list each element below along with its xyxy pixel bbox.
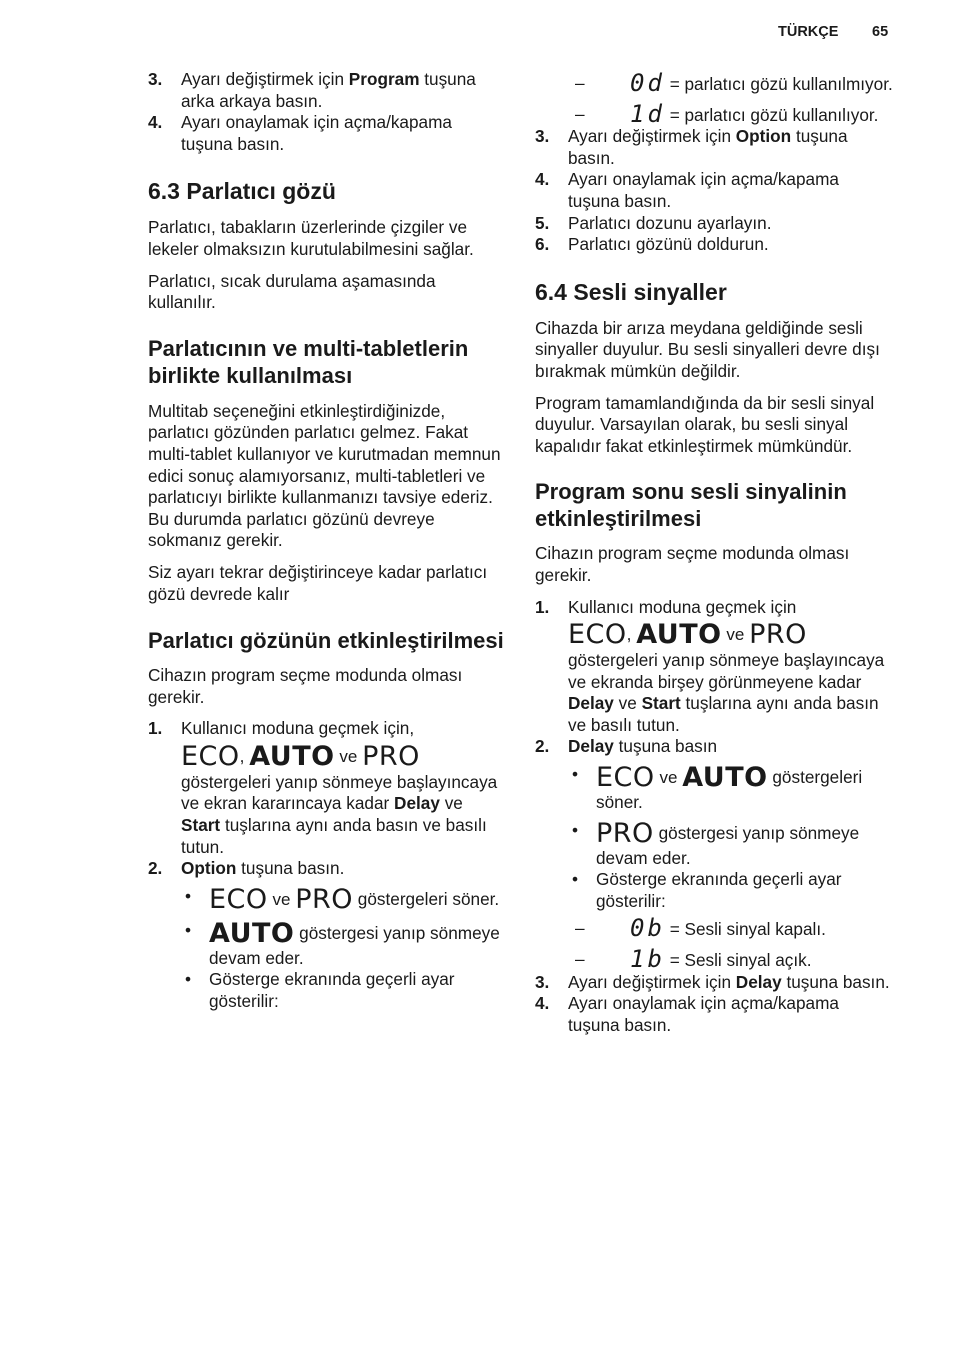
subsection-title: Parlatıcının ve multi-tabletlerin birlikte kullanılması xyxy=(148,335,469,388)
sub-list xyxy=(535,764,895,972)
pro-indicator-icon: PRO xyxy=(362,740,420,772)
list-item: 4. Ayarı onaylamak için açma/kapama tuşuna basın. xyxy=(535,169,839,211)
auto-indicator-icon: AUTO xyxy=(209,917,295,949)
eco-indicator-icon: ECO xyxy=(181,740,240,772)
eco-indicator-icon: ECO xyxy=(209,883,268,915)
list-item: 6. Parlatıcı gözünü doldurun. xyxy=(535,234,769,255)
sub-list xyxy=(148,883,504,1013)
list-item: 2. Delay tuşuna basın xyxy=(535,736,718,757)
paragraph: Program tamamlandığında da bir sesli sinyal duyulur. Varsayılan olarak, bu sesli sinyal kapalıdır fakat etkinleştirmek mümkündür. xyxy=(535,392,875,456)
paragraph: Siz ayarı tekrar değiştirinceye kadar parlatıcı gözü devrede kalır xyxy=(148,561,488,604)
subsection-title: Parlatıcı gözünün etkinleştirilmesi xyxy=(148,628,504,654)
dash-item: – 1d = parlatıcı gözü kullanılıyor. xyxy=(575,99,879,128)
dash-item: – 0d = parlatıcı gözü kullanılmıyor. xyxy=(575,69,893,97)
pro-indicator-icon: PRO xyxy=(596,817,654,849)
pro-indicator-icon: PRO xyxy=(749,619,807,651)
list-item: 4. Ayarı onaylamak için açma/kapama tuşuna basın. xyxy=(535,993,839,1035)
list-item: 3. Ayarı değiştirmek için Program tuşuna arka arkaya basın. xyxy=(148,69,476,111)
section-title: 6.4 Sesli sinyaller xyxy=(535,278,727,305)
bullet-item: • PRO göstergesi yanıp sönmeye devam eder. xyxy=(572,817,860,868)
bullet-item: • Gösterge ekranında geçerli ayar gösterilir: xyxy=(572,869,842,911)
display-code-icon: 1b xyxy=(630,945,665,974)
bullet-item: • Gösterge ekranında geçerli ayar gösterilir: xyxy=(185,969,455,1012)
bullet-item: • AUTO göstergesi yanıp sönmeye devam eder. xyxy=(185,917,500,968)
list-item: 3. Ayarı değiştirmek için Option tuşuna basın. xyxy=(535,126,848,168)
auto-indicator-icon: AUTO xyxy=(636,619,722,651)
subsection-title: Program sonu sesli sinyalinin etkinleştirilmesi xyxy=(535,479,847,532)
paragraph: Cihazın program seçme modunda olması gerekir. xyxy=(148,665,463,707)
list-item: 1. Kullanıcı moduna geçmek için ECO, AUTO ve PRO göstergeleri yanıp sönmeye başlayıncaya ve ekranda birşey görünmeyene kadar Delay ve Start tuşlarına aynı anda basın ve basılı tutun. xyxy=(535,596,885,735)
eco-indicator-icon: ECO xyxy=(568,619,627,651)
bullet-item: • ECO ve PRO göstergeleri söner. xyxy=(185,883,500,915)
page-number: 65 xyxy=(872,24,889,40)
paragraph: Parlatıcı, sıcak durulama aşamasında kullanılır. xyxy=(148,270,436,313)
paragraph: Cihazın program seçme modunda olması gerekir. xyxy=(535,543,850,585)
pro-indicator-icon: PRO xyxy=(295,883,353,915)
auto-indicator-icon: AUTO xyxy=(682,762,768,794)
list-item: 5. Parlatıcı dozunu ayarlayın. xyxy=(535,212,772,233)
paragraph: Cihazda bir arıza meydana geldiğinde sesli sinyaller duyulur. Bu sesli sinyalleri devre dışı bırakmak mümkün değildir. xyxy=(535,317,880,381)
display-code-icon: 0d xyxy=(630,69,665,97)
auto-indicator-icon: AUTO xyxy=(249,740,335,772)
display-code-icon: 1d xyxy=(630,99,665,128)
list-item: 1. Kullanıcı moduna geçmek için, ECO, AUTO ve PRO göstergeleri yanıp sönmeye başlayıncaya ve ekran kararıncaya kadar Delay ve Start tuşlarına aynı anda basın ve basılı tutun. xyxy=(148,718,498,857)
list-item: 2. Option tuşuna basın. xyxy=(148,858,345,879)
dash-item: – 1b = Sesli sinyal açık. xyxy=(575,945,812,974)
language-label: TÜRKÇE xyxy=(778,24,839,40)
list-item: 3. Ayarı değiştirmek için Delay tuşuna basın. xyxy=(535,971,890,992)
paragraph: Parlatıcı, tabakların üzerlerinde çizgiler ve lekeler olmaksızın kurutulabilmesini sağlar. xyxy=(148,217,474,259)
bullet-item: • ECO ve AUTO göstergeleri söner. xyxy=(572,762,863,813)
eco-indicator-icon: ECO xyxy=(596,762,655,794)
left-column xyxy=(148,69,504,1013)
dash-item: – 0b = Sesli sinyal kapalı. xyxy=(575,914,826,943)
section-title: 6.3 Parlatıcı gözü xyxy=(148,178,336,205)
right-column xyxy=(535,69,895,1036)
display-code-icon: 0b xyxy=(630,914,665,943)
list-item: 4. Ayarı onaylamak için açma/kapama tuşuna basın. xyxy=(148,112,452,154)
paragraph: Multitab seçeneğini etkinleştirdiğinizde, parlatıcı gözünden parlatıcı gelmez. Fakat multi-tablet kullanıyor ve kurutmadan memnun edici sonuç alamıyorsanız, multi-tabletleri ve parlatıcıyı birlikte kullanmanızı tavsiye ederiz. Bu durumda parlatıcı gözünü devreye sokmanız gerekir. xyxy=(148,400,501,551)
